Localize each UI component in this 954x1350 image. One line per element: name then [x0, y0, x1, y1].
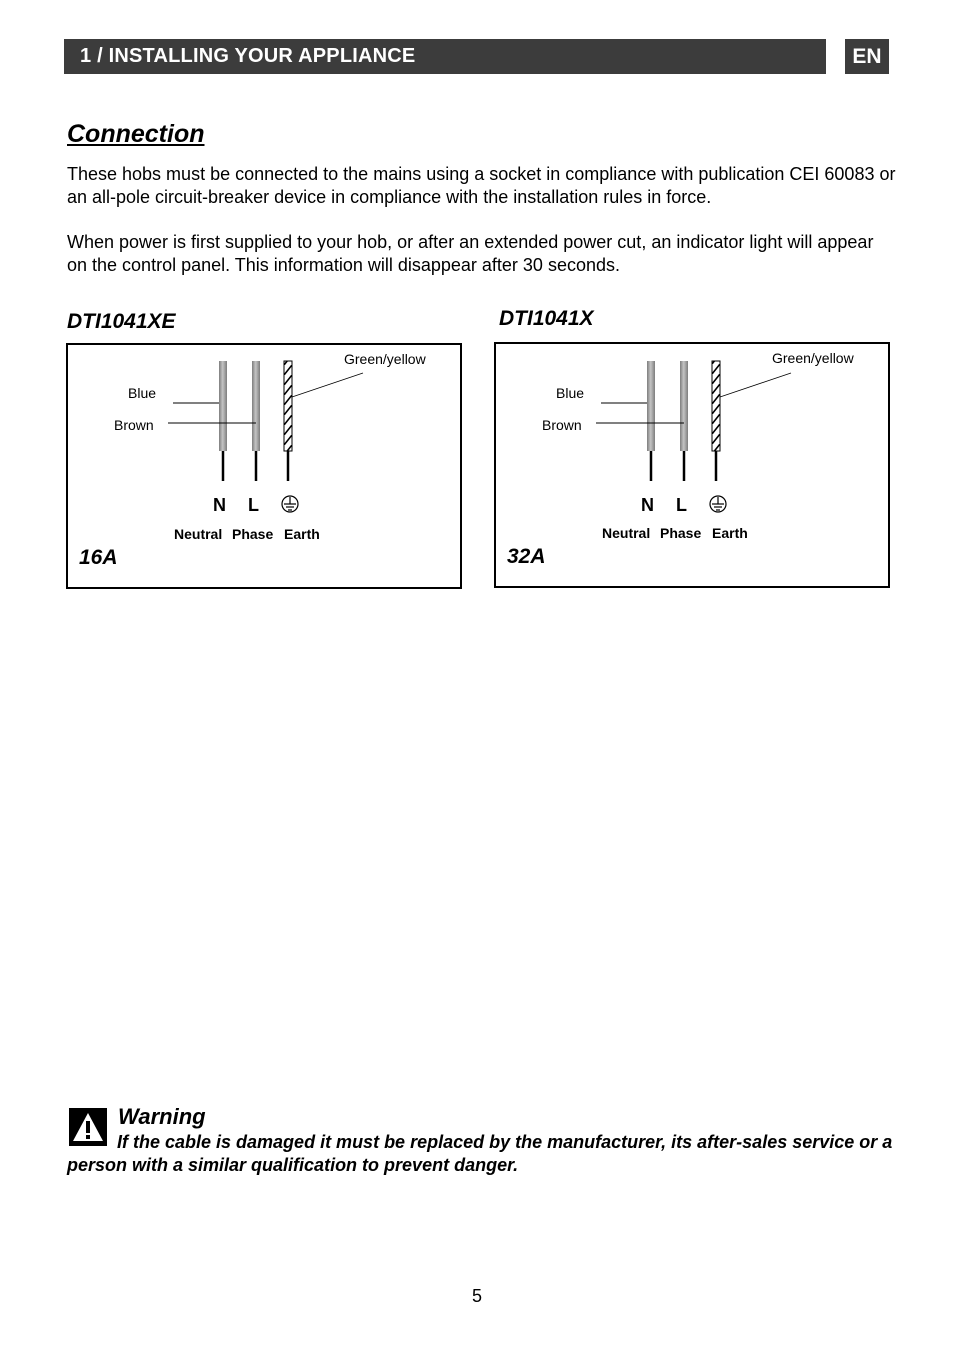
blue-label: Blue — [556, 385, 585, 401]
brown-wire — [680, 361, 688, 451]
wiring-drawing — [68, 345, 460, 587]
wiring-diagram-32a — [494, 342, 890, 588]
model-title-dti1041x: DTI1041X — [499, 307, 594, 330]
green-yellow-label: Green/yellow — [344, 351, 426, 367]
warning-text: If the cable is damaged it must be replaced by the manufacturer, its after-sales service or a person with a similar qualification to prevent danger. — [67, 1132, 893, 1175]
terminal-l: L — [676, 495, 687, 515]
blue-label: Blue — [128, 385, 157, 401]
brown-wire — [252, 361, 260, 451]
section-title: Connection — [67, 120, 205, 148]
model-title-dti1041xe: DTI1041XE — [67, 310, 176, 333]
neutral-label: Neutral — [602, 525, 651, 541]
intro-paragraph: These hobs must be connected to the mains using a socket in compliance with publication CEI 60083 or an all-pole circuit-breaker device in compliance with the installation rules in force. — [67, 164, 896, 207]
brown-label: Brown — [542, 417, 582, 433]
green-yellow-label: Green/yellow — [772, 350, 854, 366]
phase-label: Phase — [232, 526, 274, 542]
rating-label: 32A — [507, 545, 546, 568]
terminal-n: N — [641, 495, 654, 515]
earth-ground-icon — [282, 496, 298, 512]
wiring-diagram-16a — [66, 343, 462, 589]
page-number: 5 — [471, 1286, 482, 1306]
warning-title: Warning — [118, 1104, 206, 1129]
neutral-label: Neutral — [174, 526, 223, 542]
language-badge: EN — [845, 39, 889, 74]
brown-label: Brown — [114, 417, 154, 433]
phase-label: Phase — [660, 525, 702, 541]
earth-wire — [712, 361, 720, 451]
earth-label: Earth — [284, 526, 320, 542]
blue-wire — [219, 361, 227, 451]
earth-ground-icon — [710, 496, 726, 512]
power-paragraph: When power is first supplied to your hob, or after an extended power cut, an indicator light will appear on the control panel. This information will disappear after 30 seconds. — [67, 232, 874, 275]
terminal-n: N — [213, 495, 226, 515]
wiring-drawing — [496, 344, 888, 586]
terminal-l: L — [248, 495, 259, 515]
rating-label: 16A — [79, 546, 118, 569]
section-header-bar: 1 / INSTALLING YOUR APPLIANCE — [64, 39, 826, 74]
blue-wire — [647, 361, 655, 451]
earth-wire — [284, 361, 292, 451]
earth-label: Earth — [712, 525, 748, 541]
